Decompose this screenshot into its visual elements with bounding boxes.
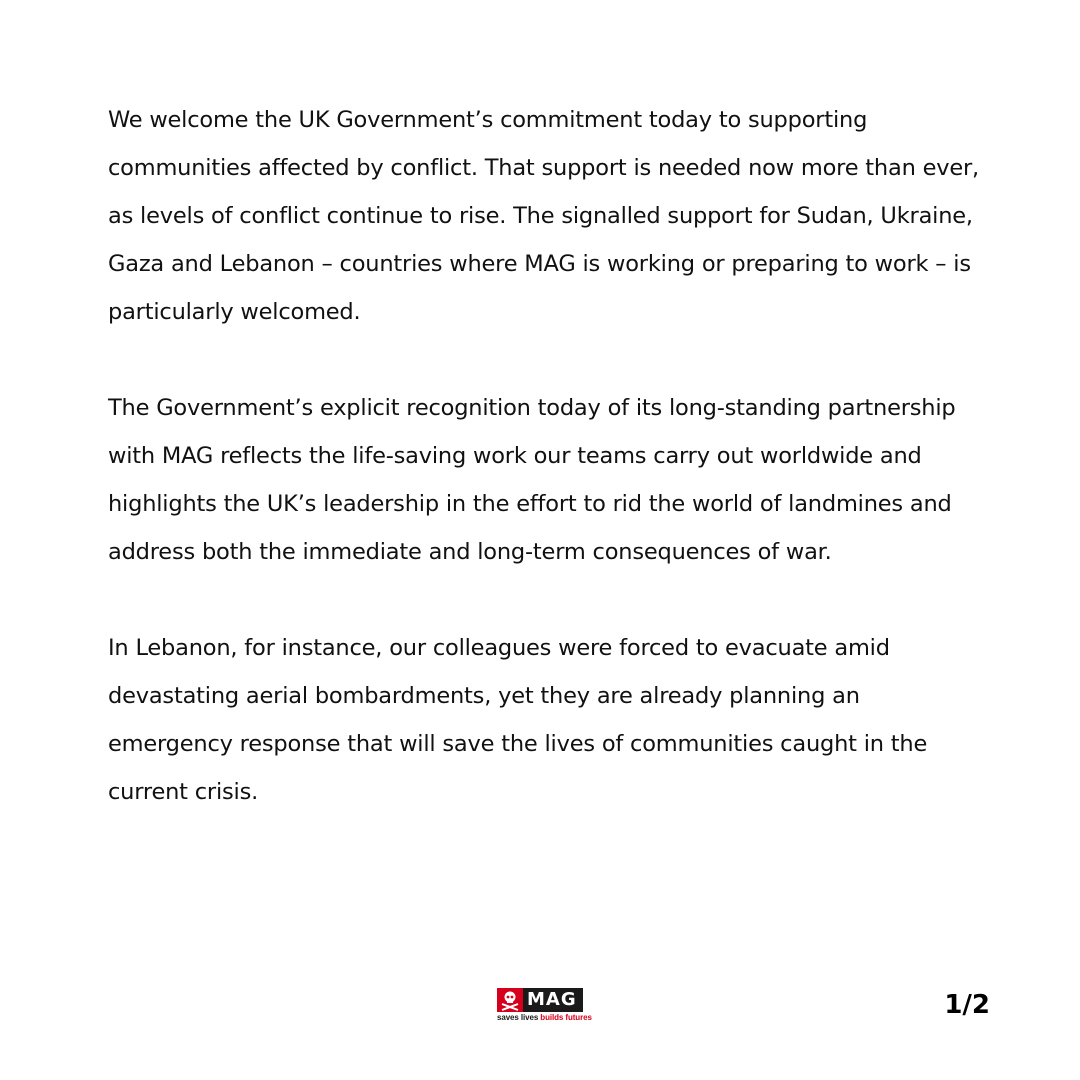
mag-logo bbox=[497, 988, 592, 1022]
tagline-saves-lives: saves lives bbox=[497, 1013, 539, 1022]
skull-crossbones-icon bbox=[497, 988, 523, 1012]
paragraph-1: We welcome the UK Government’s commitment today to supporting communities affected by conflict. That support is needed now more than ever, as levels of conflict continue to rise. The signalled support for Sudan, Ukraine, Gaza and Lebanon – countries where MAG is working or preparing to work – is particularly welcomed. bbox=[108, 107, 979, 325]
statement-body bbox=[108, 96, 988, 864]
page-indicator: 1/2 bbox=[944, 990, 990, 1020]
tagline-builds-futures: builds futures bbox=[540, 1013, 592, 1022]
logo-bar bbox=[497, 988, 583, 1012]
paragraph-2: The Government’s explicit recognition today of its long-standing partnership with MAG reflects the life-saving work our teams carry out worldwide and highlights the UK’s leadership in the effort to rid the world of landmines and address both the immediate and long-term consequences of war. bbox=[108, 395, 956, 565]
paragraph-3: In Lebanon, for instance, our colleagues were forced to evacuate amid devastating aerial bombardments, yet they are already planning an emergency response that will save the lives of communities caught in the current crisis. bbox=[108, 635, 928, 805]
logo-tagline bbox=[497, 1013, 592, 1022]
logo-wordmark: MAG bbox=[527, 989, 577, 1010]
footer bbox=[0, 985, 1080, 1025]
